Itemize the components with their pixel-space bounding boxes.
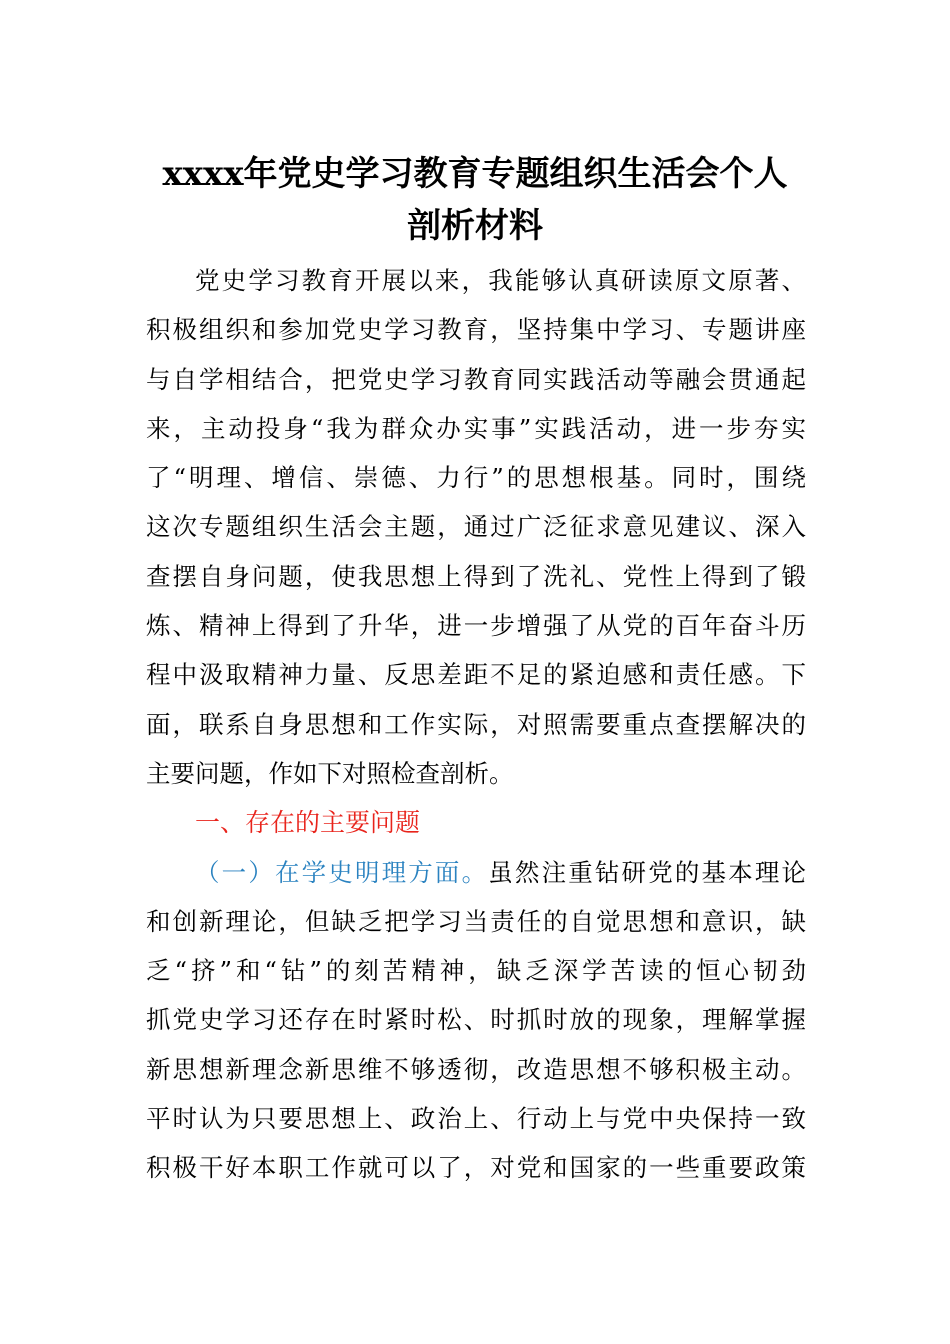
intro-line: 与自学相结合，把党史学习教育同实践活动等融会贯通起 — [146, 364, 806, 394]
subsection-first-line — [146, 848, 806, 897]
intro-line: 积极组织和参加党史学习教育，坚持集中学习、专题讲座 — [146, 315, 806, 345]
document-body — [146, 256, 806, 1193]
title-line-1: xxxx年党史学习教育专题组织生活会个人 — [162, 154, 788, 194]
intro-line: 党史学习教育开展以来，我能够认真研读原文原著、 — [195, 266, 806, 295]
subsection-line: 新思想新理念新思维不够透彻，改造思想不够积极主动。 — [146, 1054, 806, 1084]
subsection-line: 和创新理论，但缺乏把学习当责任的自觉思想和意识，缺 — [146, 906, 806, 936]
section-heading: 一、存在的主要问题 — [195, 808, 421, 838]
intro-line: 面，联系自身思想和工作实际，对照需要重点查摆解决的 — [146, 709, 806, 739]
subsection-line: 乏“挤”和“钻”的刻苦精神，缺乏深学苦读的恒心韧劲 — [146, 956, 806, 986]
title-line-2: 剖析材料 — [407, 206, 543, 246]
intro-line: 主要问题，作如下对照检查剖析。 — [146, 758, 514, 788]
subsection-line: 积极干好本职工作就可以了，对党和国家的一些重要政策 — [146, 1153, 806, 1183]
intro-line: 了“明理、增信、崇德、力行”的思想根基。同时，围绕 — [146, 463, 806, 493]
subsection-label: （一）在学史明理方面。 — [195, 857, 489, 887]
intro-line: 这次专题组织生活会主题，通过广泛征求意见建议、深入 — [146, 512, 806, 542]
intro-line: 炼、精神上得到了升华，进一步增强了从党的百年奋斗历 — [146, 611, 806, 641]
intro-line: 程中汲取精神力量、反思差距不足的紧迫感和责任感。下 — [146, 660, 806, 690]
subsection-first-text: 虽然注重钻研党的基本理论 — [488, 857, 806, 887]
intro-line: 查摆自身问题，使我思想上得到了洗礼、党性上得到了锻 — [146, 561, 806, 591]
subsection-line: 平时认为只要思想上、政治上、行动上与党中央保持一致 — [146, 1104, 806, 1134]
document-title — [120, 148, 830, 252]
subsection-line: 抓党史学习还存在时紧时松、时抓时放的现象，理解掌握 — [146, 1005, 806, 1035]
intro-line: 来，主动投身“我为群众办实事”实践活动，进一步夯实 — [146, 413, 806, 443]
